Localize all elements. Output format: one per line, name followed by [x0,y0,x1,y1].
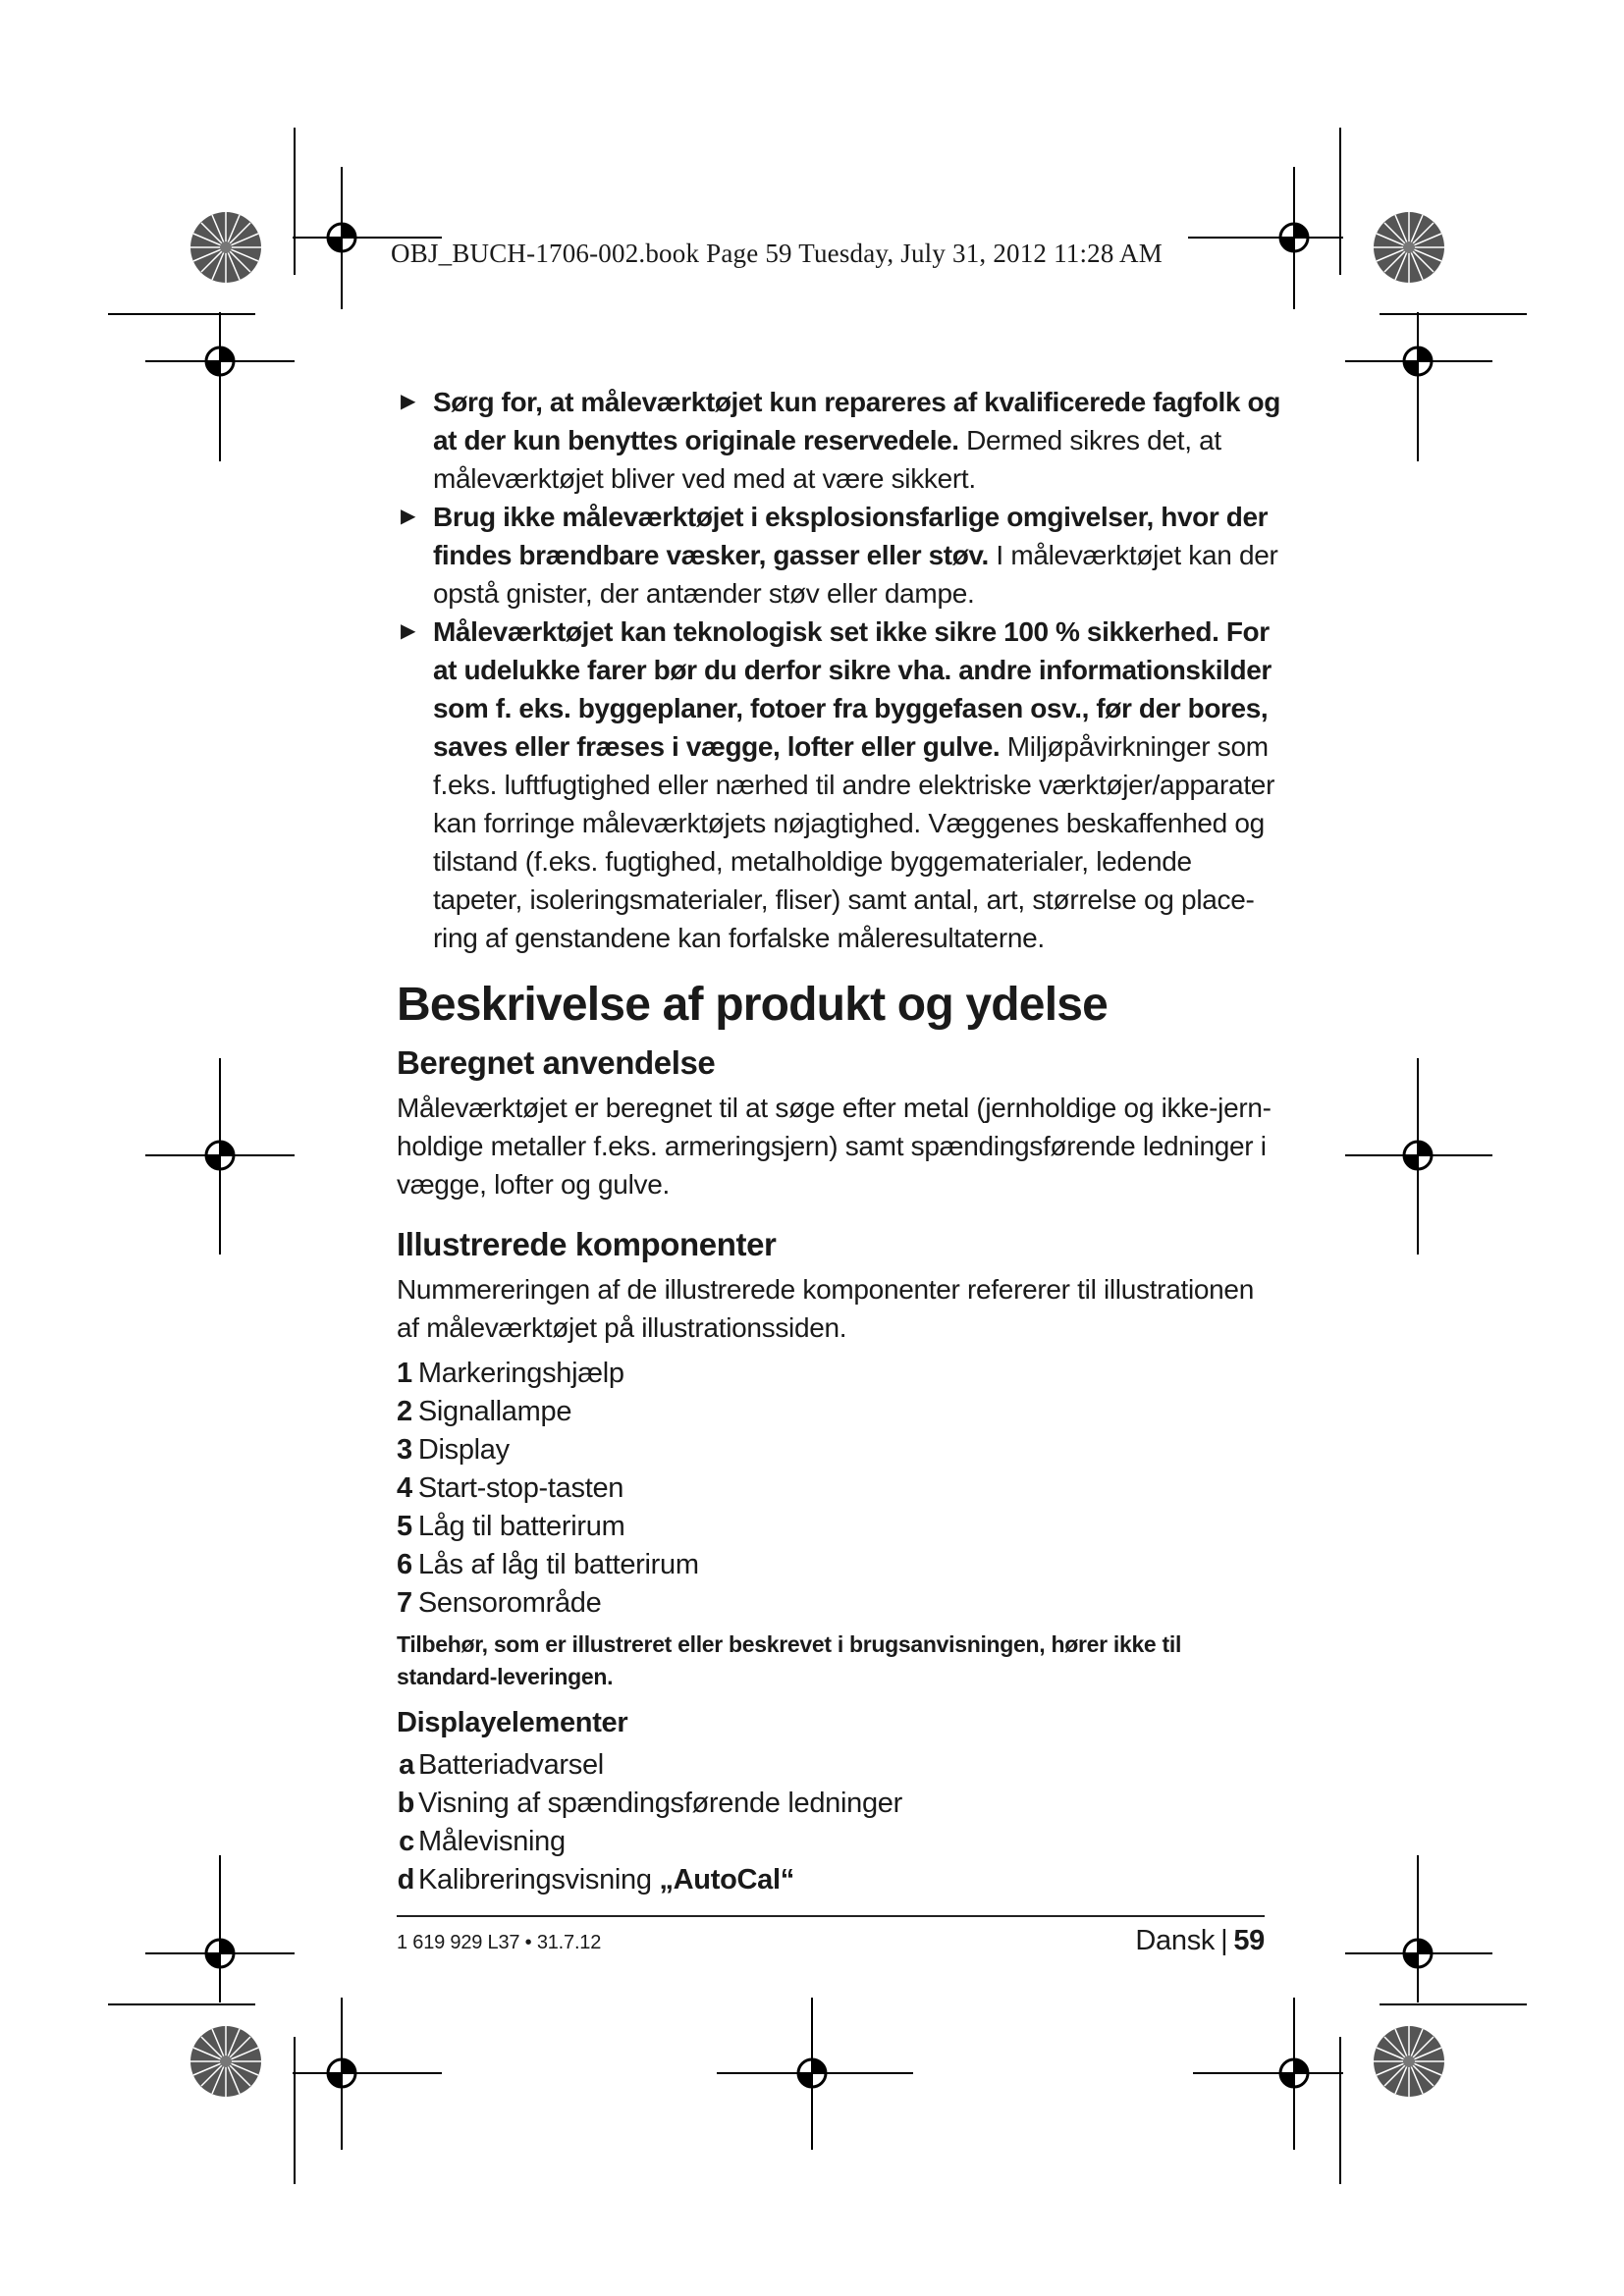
document-code: 1 619 929 L37 • 31.7.12 [397,1932,602,1953]
bullet-arrow-icon: ▶ [401,391,416,412]
bullet-arrow-icon: ▶ [401,506,416,527]
intended-use-heading: Beregnet anvendelse [397,1044,716,1081]
list-item [397,1584,1280,1623]
item-key: a [399,1749,414,1781]
item-number: 7 [397,1587,412,1619]
list-item [397,1393,1280,1431]
list-item [397,1823,1280,1861]
item-number: 2 [397,1396,412,1427]
list-item [397,1355,1280,1393]
display-elements-heading: Displayelementer [397,1707,628,1738]
bullet-text: Dermed sikres det, at måleværktøjet bliver ved med at være sikkert. [433,425,1221,494]
item-number: 4 [397,1472,412,1504]
display-elements-list [397,1746,1280,1899]
book-header: OBJ_BUCH-1706-002.book Page 59 Tuesday, July 31, 2012 11:28 AM [391,239,1163,268]
page-footer [1135,1925,1265,1957]
autocal-label: „AutoCal“ [659,1864,794,1896]
safety-bullet-repair [397,383,1280,498]
item-label: Visning af spændingsførende ledninger [418,1788,902,1819]
accessories-note: Tilbehør, som er illustreret eller beskrevet i brugsanvisningen, hører ikke til standard-leveringen. [397,1631,1182,1689]
item-label: Batteriadvarsel [418,1749,604,1781]
page-content [397,383,1280,1899]
list-item [397,1746,1280,1785]
item-key: d [397,1864,414,1896]
page-number: 59 [1233,1925,1265,1956]
list-item [397,1861,1280,1899]
list-item [397,1508,1280,1546]
item-number: 3 [397,1434,412,1466]
item-key: b [397,1788,414,1819]
components-list [397,1355,1280,1623]
item-key: c [399,1826,414,1857]
bullet-text: I måleværktøjet kan der opstå gnister, der antænder støv eller dampe. [433,540,1278,609]
bullet-bold-text: Brug ikke måleværktøjet i eksplosionsfarlige omgivelser, hvor der findes brændbare væsker, gasser eller støv. [433,502,1269,570]
components-intro: Nummereringen af de illustrerede komponenter refererer til illustrationen af måleværktøjet på illustrationssiden. [397,1274,1254,1343]
safety-bullet-explosive [397,498,1280,613]
safety-bullet-accuracy [397,613,1280,957]
item-number: 5 [397,1511,412,1542]
bullet-bold-text: Måleværktøjet kan teknologisk set ikke sikre 100 % sikkerhed. For at udelukke farer bør du derfor sikre vha. andre informationskilder som f. eks. byggeplaner, fotoer fra byggefasen osv., før der bores, saves eller fræses i vægge, lofter eller gulve. [433,616,1272,762]
item-label: Markeringshjælp [417,1358,624,1389]
item-label: Sensorområde [417,1587,602,1619]
item-number: 1 [397,1358,412,1389]
bullet-arrow-icon: ▶ [401,620,416,642]
item-label: Display [417,1434,510,1466]
item-label: Låg til batterirum [417,1511,625,1542]
item-number: 6 [397,1549,412,1580]
intended-use-text: Måleværktøjet er beregnet til at søge efter metal (jernholdige og ikke-jern-holdige metaller f.eks. armeringsjern) samt spændingsførende ledninger i vægge, lofter og gulve. [397,1093,1272,1200]
bullet-text: Miljøpåvirkninger som f.eks. luftfugtighed eller nærhed til andre elektriske værktøjer/apparater kan forringe måleværktøjets nøjagtighed. Væggenes beskaffenhed og tilstand (f.eks. fugtighed, metalholdige byggematerialer, ledende tapeter, isoleringsmaterialer, fliser) samt antal, art, størrelse og place-ring af genstandene kan forfalske måleresultaterne. [433,731,1275,953]
footer-separator: | [1220,1925,1228,1956]
item-label: Signallampe [417,1396,572,1427]
list-item [397,1469,1280,1508]
list-item [397,1785,1280,1823]
item-label: Lås af låg til batterirum [417,1549,699,1580]
footer-language: Dansk [1135,1925,1216,1956]
item-label: Kalibreringsvisning [418,1864,660,1896]
item-label: Start-stop-tasten [417,1472,624,1504]
bullet-bold-text: Sørg for, at måleværktøjet kun repareres af kvalificerede fagfolk og at der kun benyttes originale reservedele. [433,387,1280,455]
list-item [397,1431,1280,1469]
components-heading: Illustrerede komponenter [397,1226,777,1262]
section-title: Beskrivelse af produkt og ydelse [397,979,1109,1031]
item-label: Målevisning [418,1826,566,1857]
list-item [397,1546,1280,1584]
footer-divider [397,1915,1265,1917]
